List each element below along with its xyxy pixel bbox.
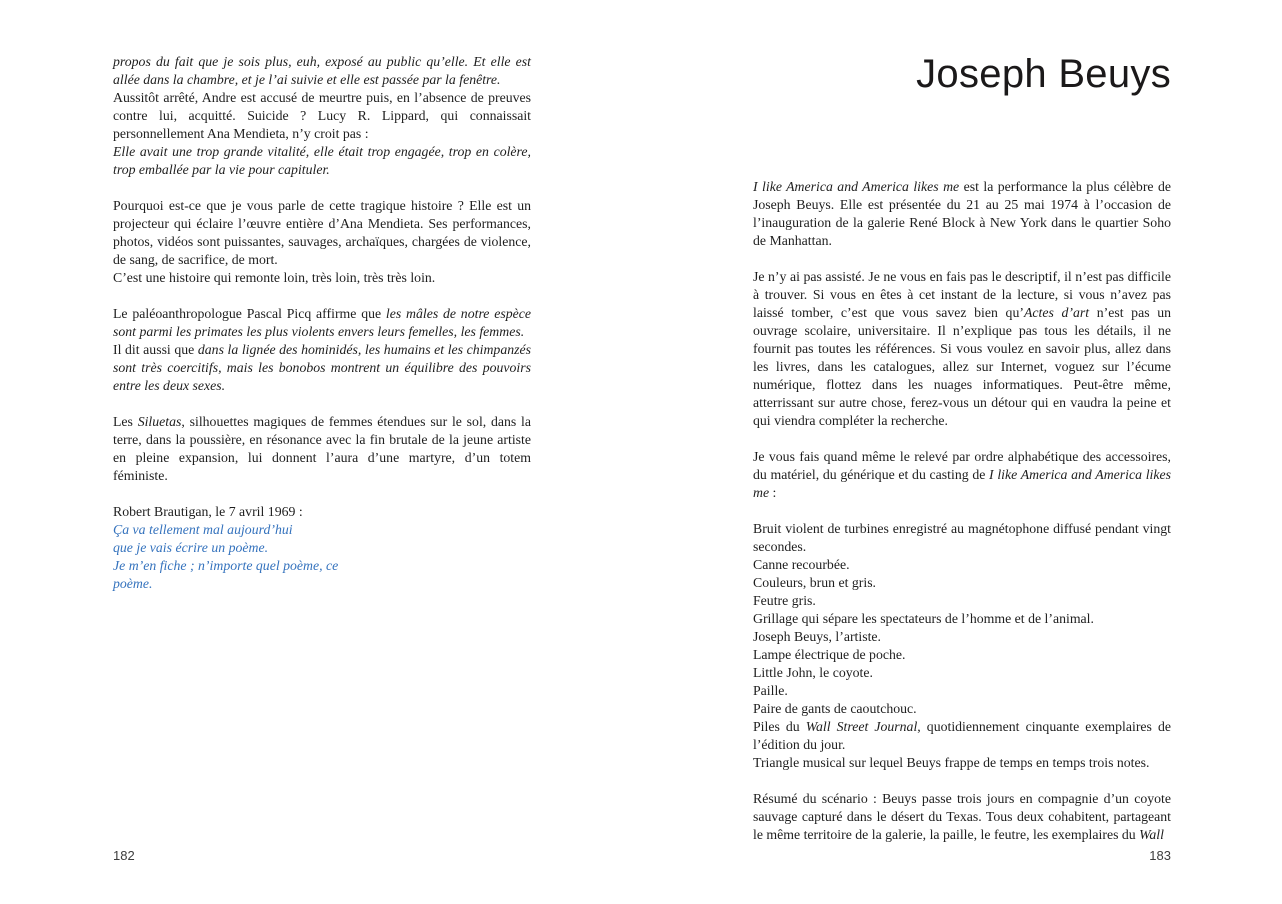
text-run: Grillage qui sépare les spectateurs de l’homme et de l’animal.	[753, 611, 1094, 626]
paragraph	[113, 89, 531, 143]
poem-run: que je vais écrire un poème.	[113, 540, 269, 555]
text-run: Robert Brautigan, le 7 avril 1969 :	[113, 504, 303, 519]
text-run: , quotidiennement cinquante exemplaires de l’édition du jour.	[753, 719, 1172, 752]
text-run: Le paléoanthropologue Pascal Picq affirme que	[113, 306, 386, 321]
text-run: Canne recourbée.	[753, 557, 850, 572]
inventory-list	[753, 520, 1171, 772]
italic-run: Elle avait une trop grande vitalité, elle était trop engagée, trop en colère, trop emballée par la vie pour capituler.	[113, 144, 531, 177]
italic-run: I like America and America likes me	[753, 467, 1171, 500]
poem-line	[113, 521, 531, 539]
list-item	[753, 700, 1171, 718]
italic-run: Wall	[1139, 827, 1164, 842]
text-run: Piles du	[753, 719, 806, 734]
text-run: :	[769, 485, 777, 500]
list-item	[753, 574, 1171, 592]
list-item	[753, 628, 1171, 646]
paragraph-group	[113, 503, 531, 593]
chapter-title: Joseph Beuys	[916, 52, 1171, 96]
paragraph	[753, 448, 1171, 502]
italic-run: propos du fait que je sois plus, euh, exposé au public qu’elle. Et elle est allée dans la chambre, et je l’ai suivie et elle est passée par la fenêtre.	[113, 54, 531, 87]
text-run: Joseph Beuys, l’artiste.	[753, 629, 881, 644]
paragraph	[113, 341, 531, 395]
list-item	[753, 664, 1171, 682]
text-run: Paille.	[753, 683, 788, 698]
list-item	[753, 520, 1171, 556]
paragraph	[753, 178, 1171, 250]
paragraph	[753, 268, 1171, 430]
left-text-column	[113, 53, 531, 593]
poem-run: Je m’en fiche ; n’importe quel poème, ce	[113, 558, 339, 573]
page-number-right: 183	[1149, 848, 1171, 863]
list-item	[753, 610, 1171, 628]
list-item	[753, 754, 1171, 772]
paragraph	[113, 269, 531, 287]
text-run: Lampe électrique de poche.	[753, 647, 906, 662]
text-run: Feutre gris.	[753, 593, 816, 608]
paragraph-group	[113, 197, 531, 287]
text-run: Aussitôt arrêté, Andre est accusé de meurtre puis, en l’absence de preuves contre lui, acquitté. Suicide ? Lucy R. Lippard, qui connaissait personnellement Ana Mendieta, n’y croit pas :	[113, 90, 531, 141]
list-item	[753, 556, 1171, 574]
paragraph	[113, 503, 531, 521]
paragraph	[113, 413, 531, 485]
text-run: Triangle musical sur lequel Beuys frappe de temps en temps trois notes.	[753, 755, 1150, 770]
quote-paragraph	[113, 143, 531, 179]
paragraph-group	[753, 178, 1171, 250]
list-item	[753, 592, 1171, 610]
paragraph-group	[753, 790, 1171, 844]
text-run: Paire de gants de caoutchouc.	[753, 701, 917, 716]
text-run: C’est une histoire qui remonte loin, très loin, très très loin.	[113, 270, 436, 285]
list-item	[753, 718, 1171, 754]
quote-paragraph	[113, 53, 531, 89]
paragraph	[113, 305, 531, 341]
page-number-left: 182	[113, 848, 135, 863]
text-run: Bruit violent de turbines enregistré au magnétophone diffusé pendant vingt secondes.	[753, 521, 1171, 554]
italic-run: Actes d’art	[1023, 305, 1090, 320]
text-run: Les	[113, 414, 138, 429]
text-run: Pourquoi est-ce que je vous parle de cette tragique histoire ? Elle est un projecteur qui éclaire l’œuvre entière d’Ana Mendieta. Ses performances, photos, vidéos sont puissantes, sauvages, archaïques, chargées de violence, de sang, de sacrifice, de mort.	[113, 198, 531, 267]
italic-run: Siluetas	[137, 414, 182, 429]
text-run: Couleurs, brun et gris.	[753, 575, 877, 590]
paragraph-group	[113, 305, 531, 395]
text-run: n’est pas un ouvrage scolaire, universitaire. Il n’explique pas tous les détails, il ne fournit pas toutes les références. Si vous voulez en savoir plus, allez dans les livres, dans les catalogues, allez sur Internet, voguez sur l’écume numérique, flottez dans les nuages informatiques. Peut-être même, atterrissant sur autre chose, ferez-vous un détour qui en vaudra la peine et qui viendra compléter la recherche.	[753, 305, 1172, 428]
italic-run: dans la lignée des hominidés, les humains et les chimpanzés sont très coercitifs, mais les bonobos montrent un équilibre des pouvoirs entre les deux sexes.	[113, 342, 531, 393]
right-text-column	[753, 178, 1171, 844]
poem-line	[113, 575, 531, 593]
text-run: Il dit aussi que	[113, 342, 198, 357]
italic-run: les mâles de notre espèce sont parmi les primates les plus violents envers leurs femelles, les femmes.	[113, 306, 531, 339]
text-run: est la performance la plus célèbre de Joseph Beuys. Elle est présentée du 21 au 25 mai 1974 à l’occasion de l’inauguration de la galerie René Block à New York dans le quartier Soho de Manhattan.	[753, 179, 1171, 248]
italic-run: I like America and America likes me	[753, 179, 960, 194]
text-run: Résumé du scénario : Beuys passe trois jours en compagnie d’un coyote sauvage capturé dans le désert du Texas. Tous deux cohabitent, partageant le même territoire de la galerie, la paille, le feutre, les exemplaires du	[753, 791, 1171, 842]
paragraph	[753, 790, 1171, 844]
text-run: Je n’y ai pas assisté. Je ne vous en fais pas le descriptif, il n’est pas difficile à trouver. Si vous en êtes à cet instant de la lecture, si vous n’avez pas laissé tomber, c’est que vous savez bien qu’	[753, 269, 1171, 320]
poem-run: Ça va tellement mal aujourd’hui	[113, 522, 293, 537]
italic-run: Wall Street Journal	[805, 719, 918, 734]
text-run: Little John, le coyote.	[753, 665, 873, 680]
poem-line	[113, 557, 531, 575]
poem-line	[113, 539, 531, 557]
paragraph-group	[753, 448, 1171, 502]
paragraph	[113, 197, 531, 269]
paragraph-group	[753, 268, 1171, 430]
paragraph-group	[113, 53, 531, 179]
text-run: Je vous fais quand même le relevé par ordre alphabétique des accessoires, du matériel, du générique et du casting de	[753, 449, 1171, 482]
poem-run: poème.	[113, 576, 153, 591]
paragraph-group	[113, 413, 531, 485]
list-item	[753, 646, 1171, 664]
text-run: , silhouettes magiques de femmes étendues sur le sol, dans la terre, dans la poussière, en résonance avec la fin brutale de la jeune artiste en pleine expansion, lui donnent l’aura d’une martyre, d’un totem féministe.	[113, 414, 532, 483]
list-item	[753, 682, 1171, 700]
